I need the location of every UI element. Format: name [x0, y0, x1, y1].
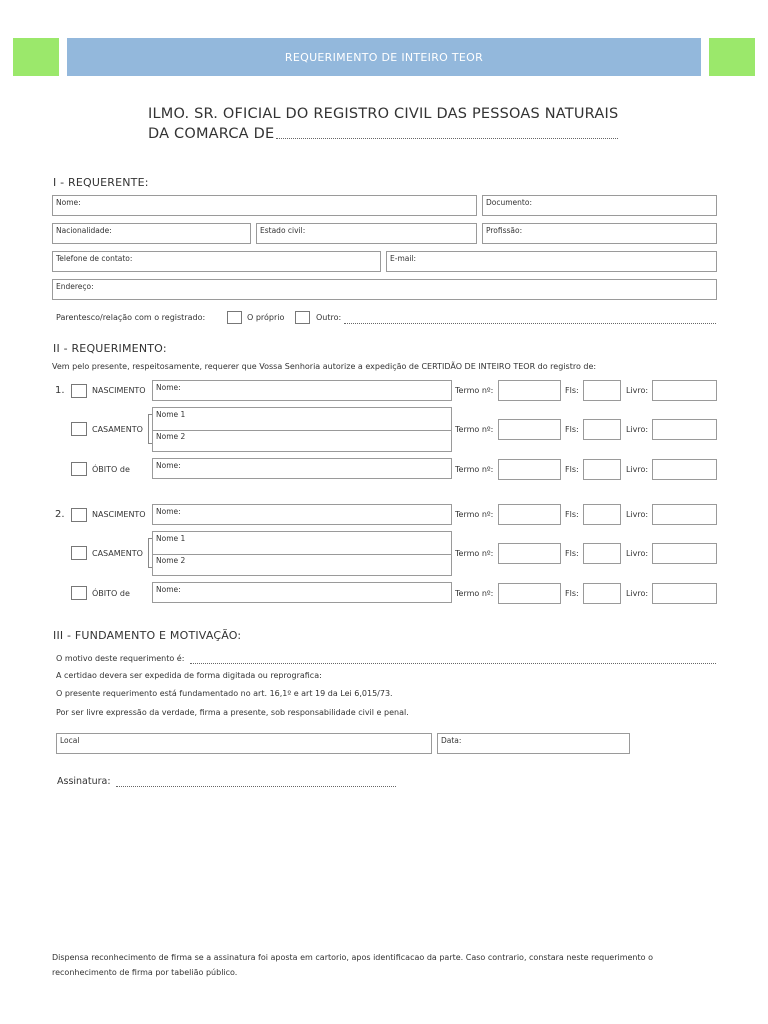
livro-label: Livro: [626, 589, 649, 598]
livro-label: Livro: [626, 465, 649, 474]
termo-label: Termo nº: [455, 465, 494, 474]
livro-field[interactable] [652, 380, 717, 401]
livro-field[interactable] [652, 543, 717, 564]
obito-label: ÓBITO de [92, 589, 130, 598]
nome-label: Nome: [56, 198, 81, 207]
data-field[interactable] [437, 733, 630, 754]
outro-label: Outro: [316, 313, 342, 322]
livro-label: Livro: [626, 510, 649, 519]
email-field[interactable] [386, 251, 717, 272]
right-green-block [709, 38, 755, 76]
obito-nome-field[interactable] [152, 582, 452, 603]
assinatura-blank-line[interactable] [116, 786, 396, 787]
motivo-label: O motivo deste requerimento é: [56, 654, 185, 663]
nome2-label: Nome 2 [156, 556, 186, 565]
motivo-blank-line[interactable] [190, 663, 716, 664]
footer-note-line1: Dispensa reconhecimento de firma se a assinatura foi aposta em cartorio, apos identificacao da parte. Caso contrario, constara neste requerimento o [52, 953, 653, 962]
termo-label: Termo nº: [455, 549, 494, 558]
nascimento-checkbox[interactable] [71, 508, 87, 522]
banner-title: REQUERIMENTO DE INTEIRO TEOR [284, 50, 484, 64]
nascimento-nome-field[interactable] [152, 504, 452, 525]
livro-label: Livro: [626, 549, 649, 558]
livro-field[interactable] [652, 419, 717, 440]
livro-field[interactable] [652, 504, 717, 525]
fls-label: Fls: [565, 465, 579, 474]
estado-civil-label: Estado civil: [260, 226, 306, 235]
section-requerente-title: I - REQUERENTE: [53, 176, 149, 189]
email-label: E-mail: [390, 254, 417, 263]
endereco-field[interactable] [52, 279, 717, 300]
item-number: 2. [55, 509, 65, 520]
casamento-names-box[interactable] [152, 531, 452, 576]
local-field[interactable] [56, 733, 432, 754]
termo-label: Termo nº: [455, 510, 494, 519]
nome2-label: Nome 2 [156, 432, 186, 441]
nome-label: Nome: [156, 585, 181, 594]
nome-field[interactable] [52, 195, 477, 216]
documento-field[interactable] [482, 195, 717, 216]
termo-label: Termo nº: [455, 425, 494, 434]
casamento-checkbox[interactable] [71, 422, 87, 436]
documento-label: Documento: [486, 198, 532, 207]
section-requerimento-title: II - REQUERIMENTO: [53, 342, 167, 355]
nome-label: Nome: [156, 507, 181, 516]
page-title-line1: ILMO. SR. OFICIAL DO REGISTRO CIVIL DAS PESSOAS NATURAIS [148, 106, 619, 122]
livro-label: Livro: [626, 386, 649, 395]
local-label: Local [60, 736, 80, 745]
data-label: Data: [441, 736, 462, 745]
termo-field[interactable] [498, 543, 561, 564]
fundamentacao-text: O presente requerimento está fundamentado no art. 16,1º e art 19 da Lei 6,015/73. [56, 689, 393, 698]
estado-civil-field[interactable] [256, 223, 477, 244]
fls-field[interactable] [583, 419, 621, 440]
section-fundamento-title: III - FUNDAMENTO E MOTIVAÇÃO: [53, 629, 242, 642]
obito-checkbox[interactable] [71, 462, 87, 476]
termo-field[interactable] [498, 583, 561, 604]
nome-label: Nome: [156, 383, 181, 392]
nascimento-label: NASCIMENTO [92, 386, 146, 395]
nome-label: Nome: [156, 461, 181, 470]
nome1-label: Nome 1 [156, 410, 186, 419]
assinatura-label: Assinatura: [57, 776, 111, 787]
parentesco-label: Parentesco/relação com o registrado: [56, 313, 206, 322]
nascimento-nome-field[interactable] [152, 380, 452, 401]
o-proprio-checkbox[interactable] [227, 311, 242, 324]
telefone-label: Telefone de contato: [56, 254, 133, 263]
termo-field[interactable] [498, 419, 561, 440]
termo-label: Termo nº: [455, 589, 494, 598]
outro-checkbox[interactable] [295, 311, 310, 324]
livro-field[interactable] [652, 583, 717, 604]
obito-label: ÓBITO de [92, 465, 130, 474]
fls-label: Fls: [565, 589, 579, 598]
item-number: 1. [55, 385, 65, 396]
nascimento-checkbox[interactable] [71, 384, 87, 398]
fls-label: Fls: [565, 386, 579, 395]
fls-field[interactable] [583, 459, 621, 480]
obito-nome-field[interactable] [152, 458, 452, 479]
profissao-field[interactable] [482, 223, 717, 244]
casamento-names-box[interactable] [152, 407, 452, 452]
names-divider [153, 554, 451, 555]
telefone-field[interactable] [52, 251, 381, 272]
fls-field[interactable] [583, 504, 621, 525]
casamento-label: CASAMENTO [92, 549, 143, 558]
outro-blank-line[interactable] [344, 323, 716, 324]
names-divider [153, 430, 451, 431]
page-title-line2: DA COMARCA DE [148, 126, 275, 142]
left-green-block [13, 38, 59, 76]
casamento-checkbox[interactable] [71, 546, 87, 560]
fls-field[interactable] [583, 583, 621, 604]
termo-label: Termo nº: [455, 386, 494, 395]
nome1-label: Nome 1 [156, 534, 186, 543]
termo-field[interactable] [498, 380, 561, 401]
fls-field[interactable] [583, 543, 621, 564]
fls-label: Fls: [565, 425, 579, 434]
nacionalidade-field[interactable] [52, 223, 251, 244]
fls-field[interactable] [583, 380, 621, 401]
livro-label: Livro: [626, 425, 649, 434]
profissao-label: Profissão: [486, 226, 523, 235]
form-banner [67, 38, 701, 76]
comarca-blank-line[interactable] [276, 138, 618, 139]
nacionalidade-label: Nacionalidade: [56, 226, 112, 235]
endereco-label: Endereço: [56, 282, 94, 291]
footer-note-line2: reconhecimento de firma por tabelião público. [52, 968, 238, 977]
nascimento-label: NASCIMENTO [92, 510, 146, 519]
termo-field[interactable] [498, 504, 561, 525]
o-proprio-label: O próprio [247, 313, 285, 322]
certidao-text: A certidao devera ser expedida de forma digitada ou reprografica: [56, 671, 322, 680]
termo-field[interactable] [498, 459, 561, 480]
livro-field[interactable] [652, 459, 717, 480]
requerimento-intro: Vem pelo presente, respeitosamente, requerer que Vossa Senhoria autorize a expedição de CERTIDÃO DE INTEIRO TEOR do registro de: [52, 362, 597, 371]
fls-label: Fls: [565, 510, 579, 519]
fls-label: Fls: [565, 549, 579, 558]
casamento-label: CASAMENTO [92, 425, 143, 434]
obito-checkbox[interactable] [71, 586, 87, 600]
declaracao-text: Por ser livre expressão da verdade, firma a presente, sob responsabilidade civil e penal. [56, 708, 409, 717]
